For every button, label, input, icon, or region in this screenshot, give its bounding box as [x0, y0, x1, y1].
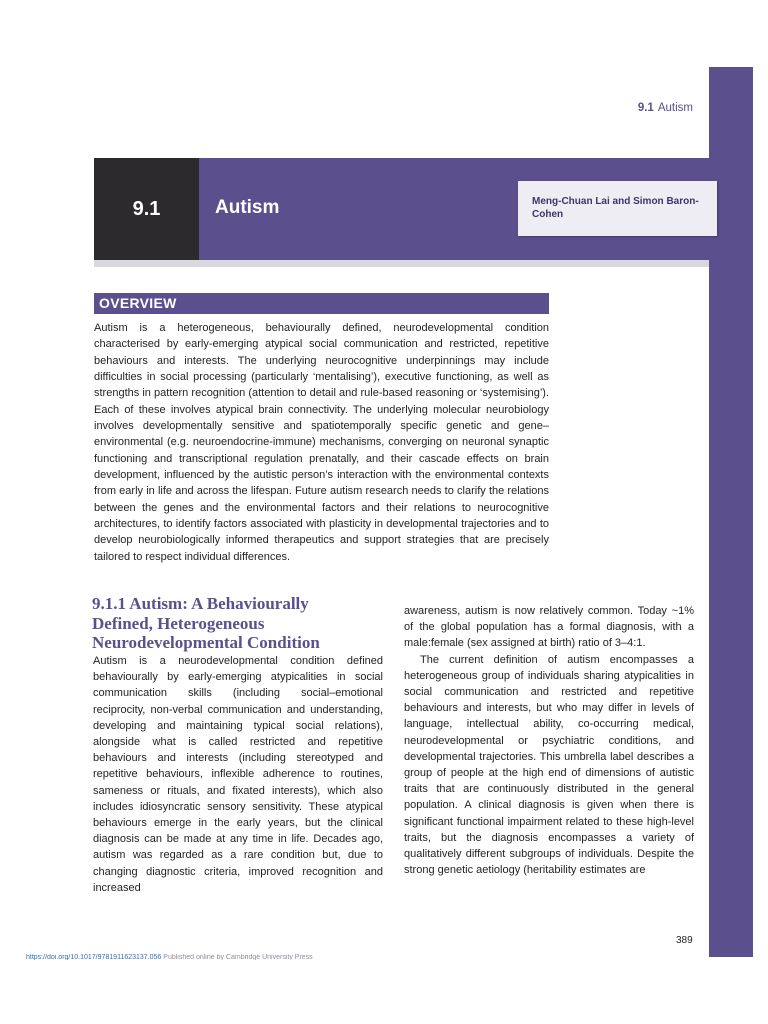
overview-text: Autism is a heterogeneous, behaviourally defined, neurodevelopmental condition characterised by early-emerging atypical social communication and restricted, repetitive behaviours and interests. The underlying neurocognitive underpinnings may include difficulties in social processing (particularly ‘mentalising’), executive functioning, as well as strengths in pattern recognition (attention to detail and rule-based reasoning or ‘systemising’). Each of these involves atypical brain connectivity. The underlying molecular neurobiology involves developmentally sensitive and spatiotemporally specific genetic and gene–environmental (e.g. neuroendocrine-immune) mechanisms, converging on neuronal synaptic functioning and transcriptional regulation prenatally, and their cascade effects on brain development, influenced by the autistic person’s interaction with the environmental contexts from early in life and across the lifespan. Future autism research needs to clarify the relations between the genes and the environmental factors and their relations to neurocognitive architectures, to identify factors associated with plasticity in developmental trajectories and to develop neurobiologically informed therapeutics and support strategies that are precisely tailored to respect individual differences.: [94, 322, 549, 563]
overview-header: [94, 293, 549, 314]
doi-link[interactable]: https://doi.org/10.1017/9781911623137.056: [26, 954, 162, 960]
chapter-number-box: [94, 158, 199, 260]
body-column-left: Autism is a neurodevelopmental condition defined behaviourally by early-emerging atypicalities in social communication skills (including social–emotional reciprocity, non-verbal communication and understanding, developing and maintaining typical social relations), alongside what is called restricted and repetitive behaviours and interests (including stereotyped and repetitive behaviours, inflexible adherence to routines, sameness or rituals, and fixated interests), which also includes idiosyncratic sensory sensitivity. These atypical behaviours emerge in the early years, but the clinical diagnosis can be made at any time in life. Decades ago, autism was regarded as a rare condition but, due to changing diagnostic criteria, improved recognition and increased: [93, 655, 383, 894]
chapter-title: Autism: [215, 197, 280, 218]
running-head: [638, 102, 693, 114]
chapter-authors: Meng-Chuan Lai and Simon Baron-Cohen: [532, 196, 699, 220]
title-underline-strip: [94, 260, 709, 267]
section-heading: 9.1.1 Autism: A Behaviourally Defined, Heterogeneous Neurodevelopmental Condition: [92, 594, 320, 652]
footer-credit: [26, 954, 386, 960]
chapter-number: 9.1: [132, 198, 161, 220]
right-paragraph-1: awareness, autism is now relatively common. Today ~1% of the global population has a formal diagnosis, with a male:female (sex assigned at birth) ratio of 3–4:1.: [404, 605, 694, 650]
right-paragraph-2: The current definition of autism encompasses a heterogeneous group of individuals sharing atypicalities in social communication and restricted and repetitive behaviours and interests, but who may differ in levels of language, intellectual ability, co-occurring medical, neurodevelopmental or psychiatric conditions, and developmental trajectories. This umbrella label describes a group of people at the high end of dimensions of autistic traits that are continuously distributed in the general population. A clinical diagnosis is given when there is significant functional impairment related to these high-level traits, but the diagnosis encompasses a variety of qualitatively different subgroups of individuals. Despite the strong genetic aetiology (heritability estimates are: [404, 653, 694, 877]
footer-text: Published online by Cambridge University Press: [161, 954, 313, 960]
authors-box: [518, 181, 717, 236]
body-column-right: [404, 603, 694, 878]
running-head-number: 9.1: [637, 102, 654, 114]
page-number: 389: [676, 935, 693, 946]
running-head-title: Autism: [657, 102, 693, 114]
overview-label: OVERVIEW: [99, 295, 177, 311]
